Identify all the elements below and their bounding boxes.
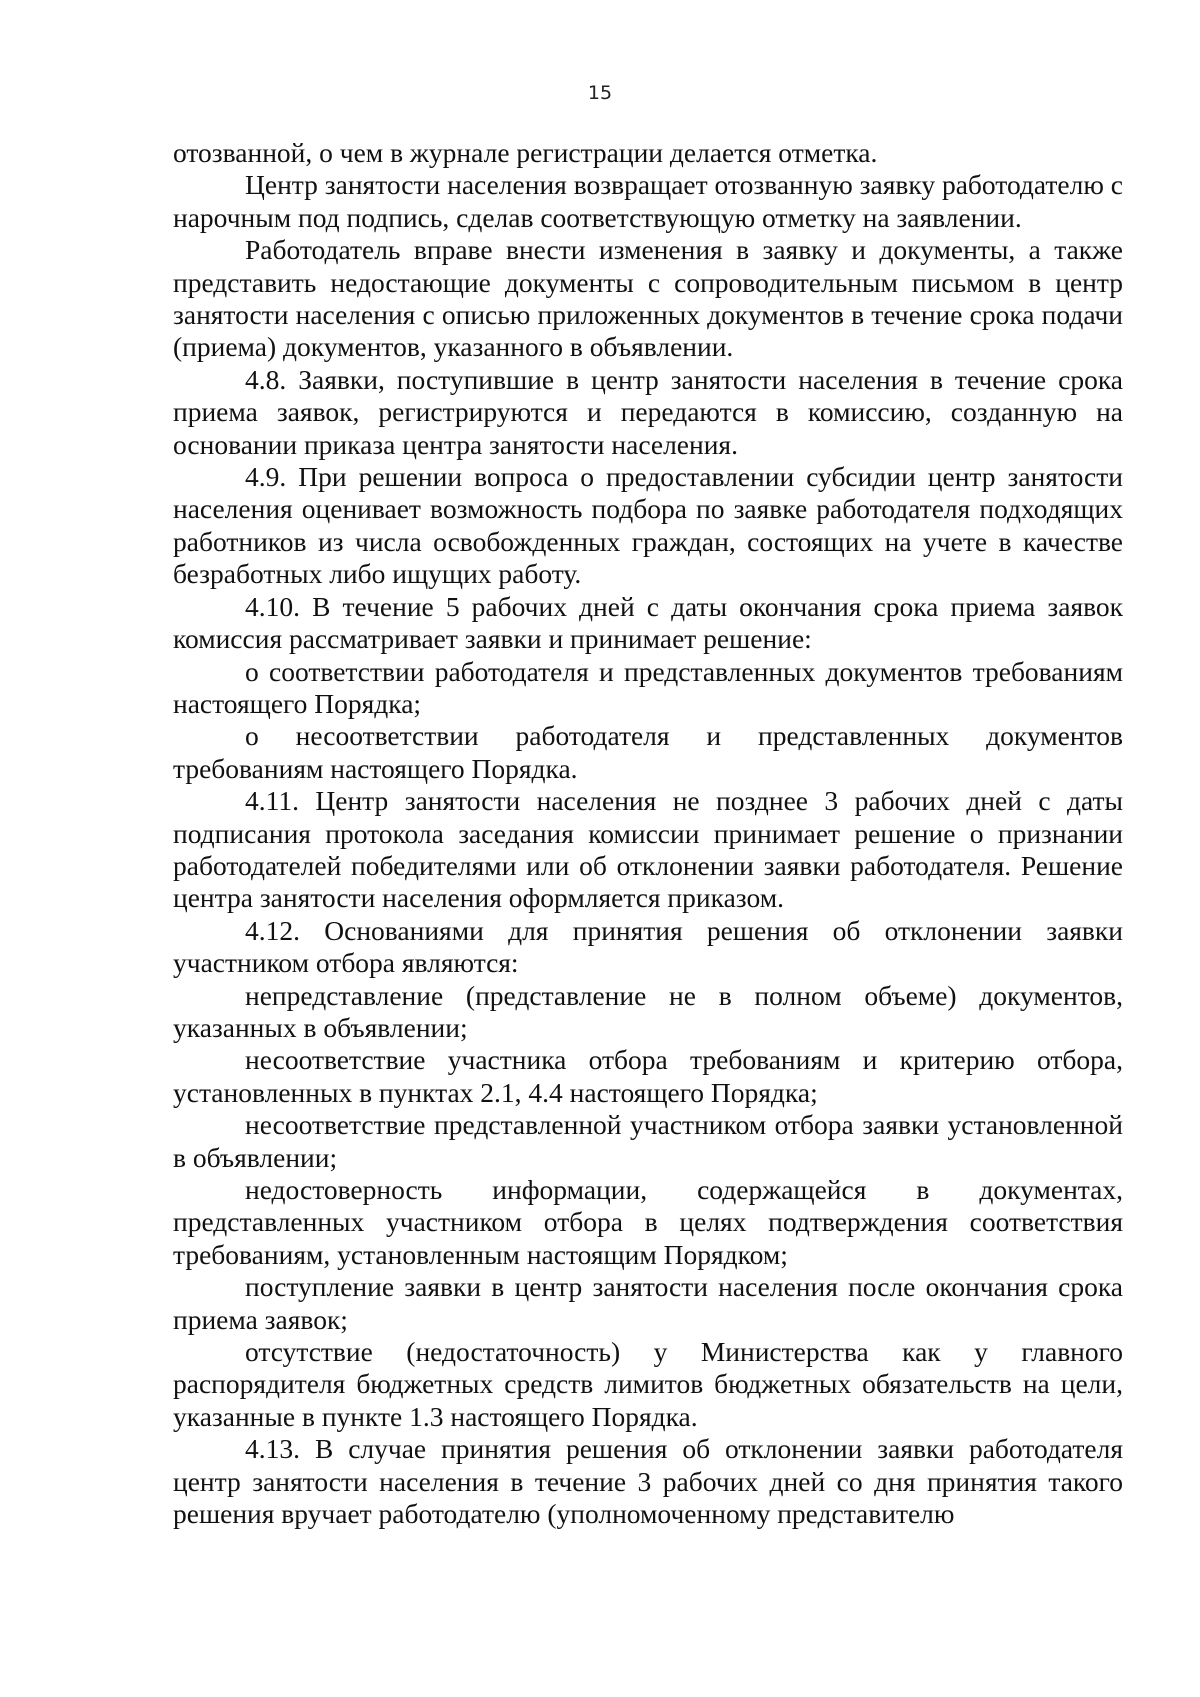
paragraph-4-9: 4.9. При решении вопроса о предоставлении субсидии центр занятости населения оценивает возможность подбора по заявке работодателя подходящих работников из числа освобожденных граждан, состоящих на учете в качестве безработных либо ищущих работу. [173,461,1123,590]
paragraph-employer-changes: Работодатель вправе внести изменения в заявку и документы, а также представить недостающие документы с сопроводительным письмом в центр занятости населения с описью приложенных документов в течение срока подачи (приема) документов, указанного в объявлении. [173,234,1123,363]
list-item-late-submission: поступление заявки в центр занятости населения после окончания срока приема заявок; [173,1271,1123,1335]
list-item-noncompliance: о несоответствии работодателя и представленных документов требованиям настоящего Порядка. [173,720,1123,784]
paragraph-return-of-application: Центр занятости населения возвращает отозванную заявку работодателю с нарочным под подпись, сделав соответствующую отметку на заявлении. [173,169,1123,233]
paragraph-4-13: 4.13. В случае принятия решения об отклонении заявки работодателя центр занятости населения в течение 3 рабочих дней со дня принятия такого решения вручает работодателю (уполномоченному представителю [173,1433,1123,1530]
list-item-nonsubmission: непредставление (представление не в полном объеме) документов, указанных в объявлении; [173,979,1123,1043]
paragraph-4-8: 4.8. Заявки, поступившие в центр занятости населения в течение срока приема заявок, регистрируются и передаются в комиссию, созданную на основании приказа центра занятости населения. [173,363,1123,460]
list-item-unreliable-information: недостоверность информации, содержащейся в документах, представленных участником отбора в целях подтверждения соответствия требованиям, установленным настоящим Порядком; [173,1174,1123,1270]
paragraph-4-11: 4.11. Центр занятости населения не позднее 3 рабочих дней с даты подписания протокола заседания комиссии принимает решение о признании работодателей победителями или об отклонении заявки работодателя. Решение центра занятости населения оформляется приказом. [173,785,1123,914]
list-item-insufficient-limits: отсутствие (недостаточность) у Министерства как у главного распорядителя бюджетных средств лимитов бюджетных обязательств на цели, указанные в пункте 1.3 настоящего Порядка. [173,1336,1123,1432]
list-item-participant-noncompliance: несоответствие участника отбора требованиям и критерию отбора, установленных в пунктах 2.1, 4.4 настоящего Порядка; [173,1044,1123,1108]
document-body [173,137,1123,1530]
list-item-compliance: о соответствии работодателя и представленных документов требованиям настоящего Порядка; [173,655,1123,719]
page-number: 15 [587,82,613,104]
paragraph-continuation: отозванной, о чем в журнале регистрации делается отметка. [173,137,878,168]
list-item-application-noncompliance: несоответствие представленной участником отбора заявки установленной в объявлении; [173,1109,1123,1173]
paragraph-4-12: 4.12. Основаниями для принятия решения об отклонении заявки участником отбора являются: [173,914,1123,979]
paragraph-4-10: 4.10. В течение 5 рабочих дней с даты окончания срока приема заявок комиссия рассматривает заявки и принимает решение: [173,590,1123,655]
